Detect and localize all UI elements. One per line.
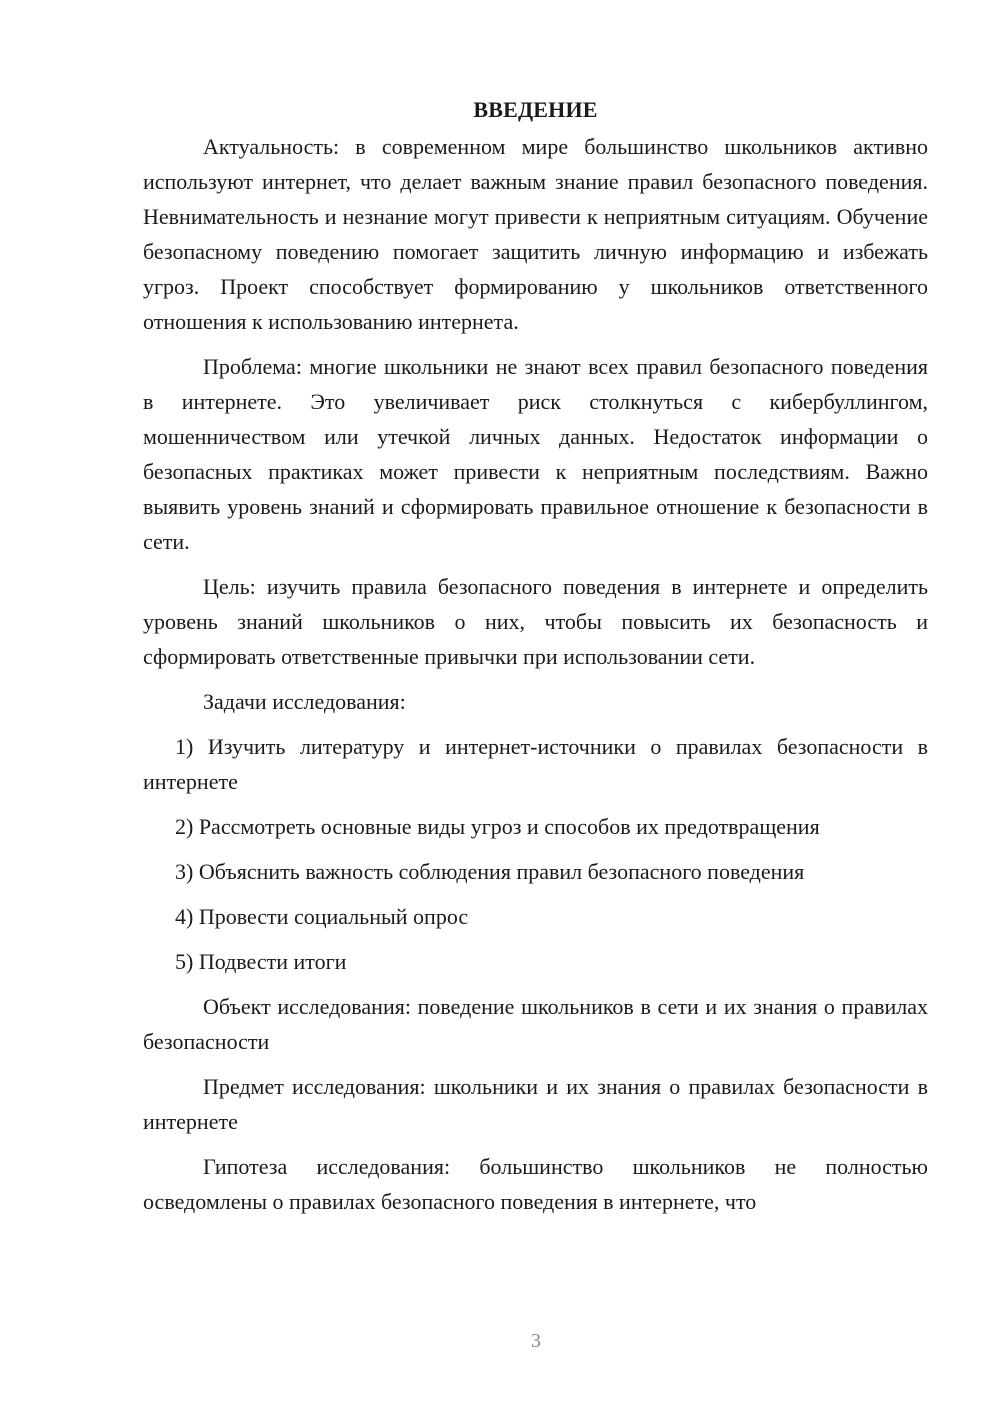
goal-paragraph: Цель: изучить правила безопасного поведения в интернете и определить уровень знаний школьников о них, чтобы повысить их безопасность и сформировать ответственные привычки при использовании сети. [143, 574, 928, 669]
task-item: 3) Объяснить важность соблюдения правил безопасного поведения [175, 859, 805, 884]
tasks-heading: Задачи исследования: [203, 689, 406, 714]
task-item: 2) Рассмотреть основные виды угроз и способов их предотвращения [175, 814, 820, 839]
hypothesis-paragraph: Гипотеза исследования: большинство школьников не полностью осведомлены о правилах безопасного поведения в интернете, что [143, 1154, 928, 1214]
subject-paragraph: Предмет исследования: школьники и их знания о правилах безопасности в интернете [143, 1074, 928, 1134]
section-title: ВВЕДЕНИЕ [473, 97, 598, 122]
task-item: 4) Провести социальный опрос [175, 904, 469, 929]
object-paragraph: Объект исследования: поведение школьников в сети и их знания о правилах безопасности [143, 994, 928, 1054]
task-item: 1) Изучить литературу и интернет-источники о правилах безопасности в интернете [143, 734, 928, 794]
problem-paragraph: Проблема: многие школьники не знают всех правил безопасного поведения в интернете. Это увеличивает риск столкнуться с кибербуллингом, мошенничеством или утечкой личных данных. Недостаток информации о безопасных практиках может привести к неприятным последствиям. Важно выявить уровень знаний и сформировать правильное отношение к безопасности в сети. [143, 354, 928, 554]
task-item: 5) Подвести итоги [175, 949, 347, 974]
page-number: 3 [531, 1330, 541, 1352]
relevance-paragraph: Актуальность: в современном мире большинство школьников активно используют интернет, что делает важным знание правил безопасного поведения. Невнимательность и незнание могут привести к неприятным ситуациям. Обучение безопасному поведению помогает защитить личную информацию и избежать угроз. Проект способствует формированию у школьников ответственного отношения к использованию интернета. [143, 134, 928, 334]
document-page [143, 92, 928, 1219]
